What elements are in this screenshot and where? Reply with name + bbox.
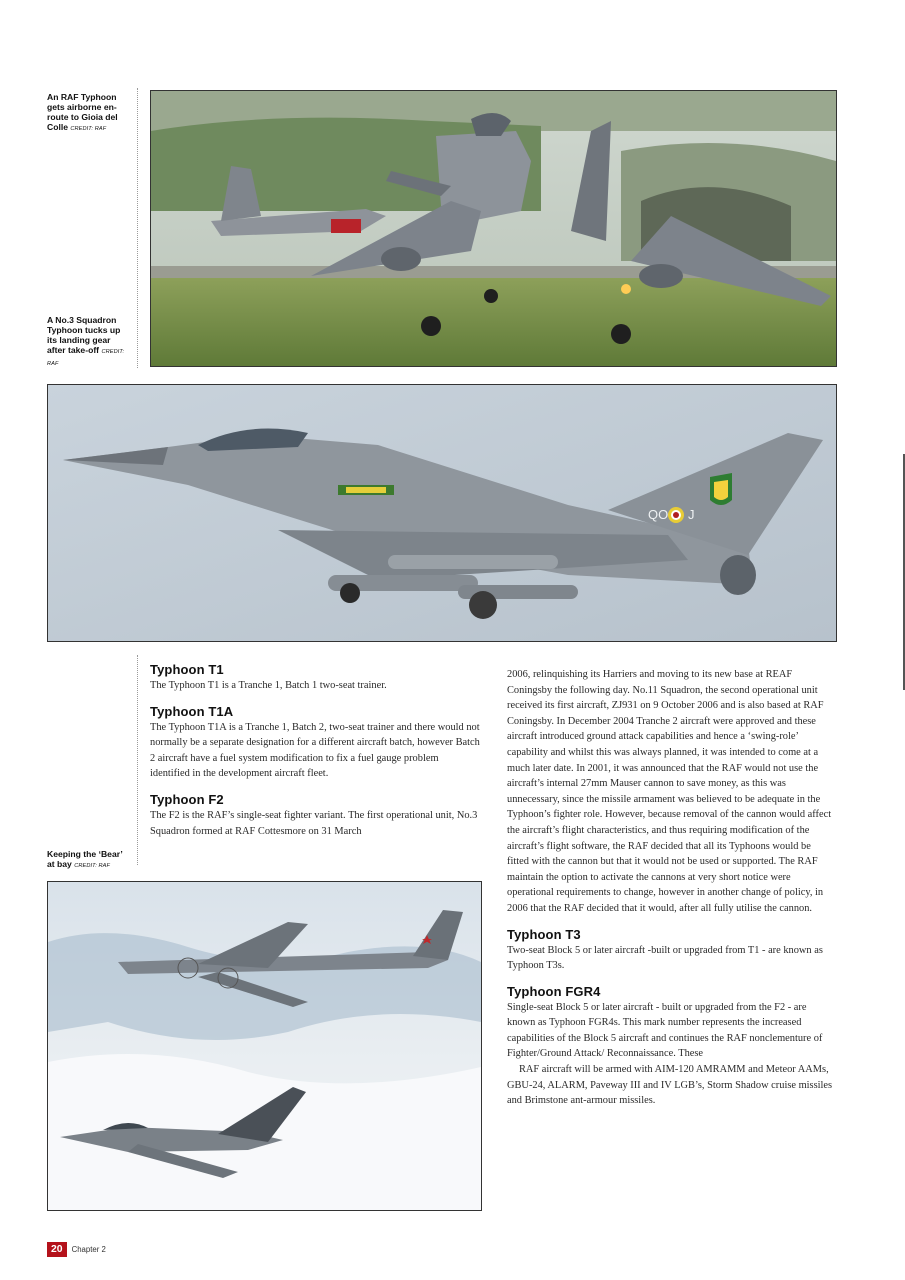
para-fgr4-armament: RAF aircraft will be armed with AIM-120 AMRAMM and Meteor AAMs, GBU-24, ALARM, Paveway III and IV LGB’s, Storm Shadow cruise missiles and Brimstone ant-armour missiles. [507, 1064, 833, 1107]
caption-bear: Keeping the ‘Bear’ at bay CREDIT: RAF [47, 849, 123, 869]
bear-intercept-illustration [48, 882, 481, 1210]
heading-t1: Typhoon T1 [150, 662, 224, 677]
photo-no3-squadron-typhoon [47, 384, 837, 642]
heading-t1a: Typhoon T1A [150, 703, 234, 719]
caption-divider [137, 655, 138, 865]
caption-credit: CREDIT: RAF [47, 349, 125, 367]
caption-divider [137, 88, 138, 368]
caption-takeoff: An RAF Typhoon gets airborne en-route to Gioia del Colle CREDIT: RAF [47, 92, 118, 132]
para-f2: The F2 is the RAF’s single-seat fighter variant. The first operational unit, No.3 Squadron formed at RAF Cottesmore on 31 March [150, 809, 478, 837]
aircraft-letter: J [688, 507, 695, 522]
typhoon-takeoff-illustration [151, 91, 836, 366]
page-number: 20 [47, 1242, 67, 1257]
typhoon-no3-illustration [48, 385, 836, 641]
page-footer [47, 1242, 106, 1257]
para-t3: Two-seat Block 5 or later aircraft -built or upgraded from T1 - are known as Typhoon T3s. [507, 944, 823, 972]
caption-landing-gear: A No.3 Squadron Typhoon tucks up its landing gear after take-off CREDIT: RAF [47, 315, 125, 367]
photo-typhoon-takeoff [150, 90, 837, 367]
text-column-left [150, 662, 480, 839]
heading-fgr4: Typhoon FGR4 [507, 983, 601, 999]
heading-f2: Typhoon F2 [150, 791, 224, 807]
para-f2-continued: 2006, relinquishing its Harriers and moving to its new base at REAF Coningsby the following day. No.11 Squadron, the second operational unit received its first aircraft, ZJ931 on 9 October 2006 and is also based at RAF Coningsby. In December 2004 Tranche 2 aircraft were approved and these aircraft introduced ground attack capabilities and hence a ‘swing-role’ capability and whilst this was always planned, it was intended to come at a much later date. In 2001, it was announced that the RAF would not use the aircraft’s internal 27mm Mauser cannon to save money, as this was unnecessary, since the missile armament was believed to be adequate in the Typhoon’s fighter role. However, because removal of the cannon would affect the aircraft’s flight characteristics, and thus requiring modification of the aircraft’s flight software, the RAF decided that all its Typhoons would be fitted with the cannon but that it would not be used or supported. The RAF maintain the option to activate the cannons at very short notice were operational requirements to change, however in another change of policy, in 2006 that the RAF decided that it would, after all fully utilise the cannon. [507, 669, 832, 914]
chapter-label: Chapter 2 [71, 1245, 106, 1254]
caption-credit: CREDIT: RAF [74, 863, 111, 869]
para-t1a: The Typhoon T1A is a Tranche 1, Batch 2, two-seat trainer and there would not normally be a separate designation for a different aircraft batch, however Batch 2 aircraft have a fuel system modification to fix a fuel gauge problem identified in the development aircraft fleet. [150, 721, 480, 780]
para-fgr4: Single-seat Block 5 or later aircraft - built or upgraded from the F2 - are known as Typhoon FGR4s. This mark number represents the increased capabilities of the Block 5 aircraft and continues the RAF nonclementure of Fighter/Ground Attack/ Reconnaissance. These [507, 1001, 823, 1060]
heading-t3: Typhoon T3 [507, 926, 581, 942]
photo-bear-intercept [47, 881, 482, 1211]
text-column-right [507, 667, 834, 1109]
para-t1: The Typhoon T1 is a Tranche 1, Batch 1 two-seat trainer. [150, 680, 387, 691]
squadron-code: QO [648, 507, 669, 522]
caption-credit: CREDIT: RAF [70, 126, 107, 132]
